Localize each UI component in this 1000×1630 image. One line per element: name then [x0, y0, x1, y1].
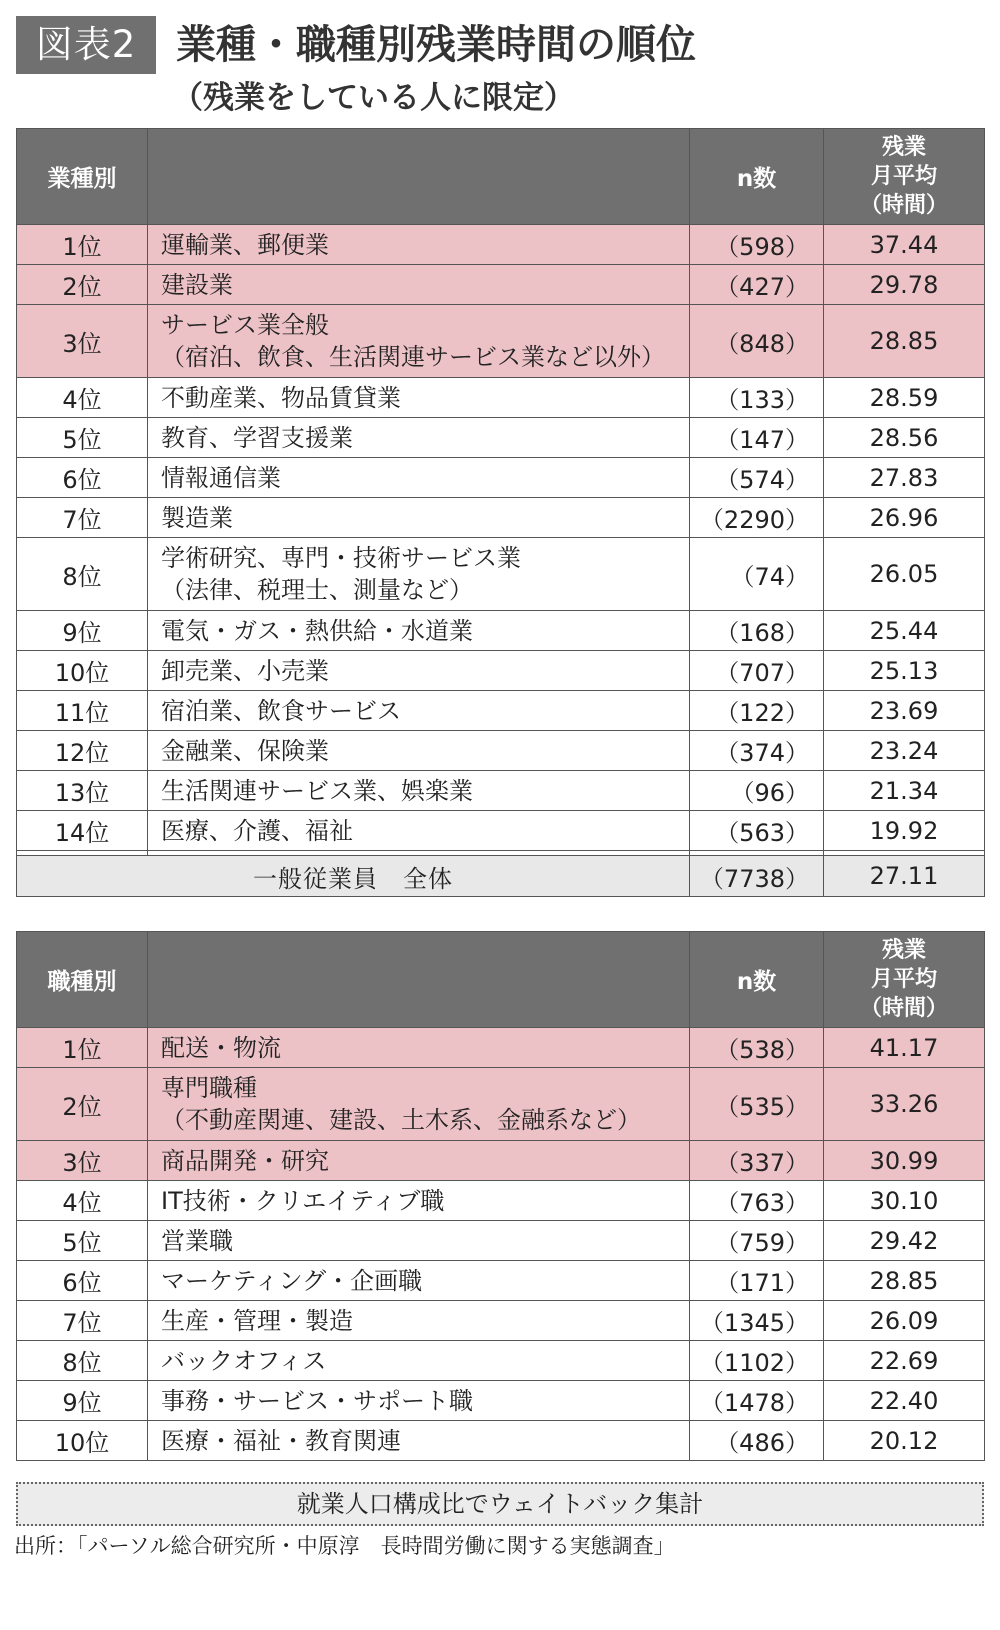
name-cell	[148, 691, 690, 731]
overtime-value-cell: 27.83	[824, 458, 985, 498]
name-subtext: （宿泊、飲食、生活関連サービス業など以外）	[161, 343, 665, 371]
name-text: サービス業全般	[161, 311, 329, 339]
rate-header-line3: （時間）	[859, 996, 948, 1021]
overtime-value-cell: 28.85	[824, 1261, 985, 1301]
overtime-value-cell: 26.05	[824, 538, 985, 611]
weighting-note: 就業人口構成比でウェイトバック集計	[16, 1482, 984, 1526]
figure-subtitle: （残業をしている人に限定）	[172, 80, 575, 116]
overtime-value-cell: 22.40	[824, 1381, 985, 1421]
n-cell: （1102）	[690, 1341, 824, 1381]
rank-cell: 2位	[17, 265, 148, 305]
n-cell: （168）	[690, 611, 824, 651]
rank-cell: 8位	[17, 538, 148, 611]
figure-header	[16, 10, 984, 120]
industry-table-header	[17, 129, 985, 225]
rank-cell: 5位	[17, 1221, 148, 1261]
industry-n-header: n数	[690, 129, 824, 225]
table-row	[17, 1141, 985, 1181]
overtime-value-cell: 21.34	[824, 771, 985, 811]
name-text: 事務・サービス・サポート職	[161, 1386, 473, 1415]
n-cell: （2290）	[690, 498, 824, 538]
name-text: マーケティング・企画職	[161, 1266, 423, 1295]
table-row	[17, 418, 985, 458]
name-text: 医療・福祉・教育関連	[161, 1426, 401, 1455]
name-text: 教育、学習支援業	[161, 423, 353, 452]
industry-rate-header	[824, 129, 985, 225]
rate-header-line2: 月平均	[870, 967, 937, 992]
overtime-value-cell: 28.59	[824, 378, 985, 418]
n-cell: （1478）	[690, 1381, 824, 1421]
n-cell: （427）	[690, 265, 824, 305]
n-cell: （763）	[690, 1181, 824, 1221]
industry-ranking-table	[16, 128, 985, 897]
name-text: 金融業、保険業	[161, 736, 329, 765]
rank-cell: 13位	[17, 771, 148, 811]
n-cell: （74）	[690, 538, 824, 611]
table-row	[17, 1221, 985, 1261]
rank-cell: 7位	[17, 1301, 148, 1341]
name-text: 宿泊業、飲食サービス	[161, 696, 401, 725]
name-text: 専門職種	[161, 1074, 257, 1102]
table-row	[17, 225, 985, 265]
rank-cell: 10位	[17, 651, 148, 691]
occupation-table-header	[17, 932, 985, 1028]
rank-cell: 6位	[17, 1261, 148, 1301]
total-label: 一般従業員 全体	[17, 856, 690, 897]
name-text: バックオフィス	[161, 1346, 327, 1375]
name-text: 商品開発・研究	[161, 1146, 329, 1175]
name-cell	[148, 771, 690, 811]
rate-header-line2: 月平均	[870, 164, 937, 189]
overtime-value-cell: 30.99	[824, 1141, 985, 1181]
table-row	[17, 498, 985, 538]
name-text: 電気・ガス・熱供給・水道業	[161, 616, 473, 645]
name-text: 製造業	[161, 503, 233, 532]
name-text: 建設業	[161, 270, 233, 299]
name-cell	[148, 225, 690, 265]
name-cell	[148, 811, 690, 851]
name-cell	[148, 265, 690, 305]
table-row	[17, 1421, 985, 1461]
name-cell	[148, 538, 690, 611]
overtime-value-cell: 26.96	[824, 498, 985, 538]
overtime-value-cell: 41.17	[824, 1028, 985, 1068]
name-cell	[148, 1141, 690, 1181]
table-row	[17, 691, 985, 731]
name-subtext: （法律、税理士、測量など）	[161, 576, 473, 604]
name-cell	[148, 1028, 690, 1068]
figure-badge: 図表2	[16, 16, 156, 74]
name-cell	[148, 1068, 690, 1141]
name-text: IT技術・クリエイティブ職	[161, 1186, 445, 1215]
name-text: 学術研究、専門・技術サービス業	[161, 544, 521, 572]
total-row	[17, 856, 985, 897]
n-cell: （133）	[690, 378, 824, 418]
name-text: 不動産業、物品賃貸業	[161, 383, 401, 412]
overtime-value-cell: 37.44	[824, 225, 985, 265]
overtime-value-cell: 25.44	[824, 611, 985, 651]
rank-cell: 9位	[17, 1381, 148, 1421]
name-text: 運輸業、郵便業	[161, 230, 329, 259]
industry-table-body	[17, 225, 985, 897]
n-cell: （171）	[690, 1261, 824, 1301]
name-cell	[148, 1381, 690, 1421]
occupation-category-header: 職種別	[17, 932, 148, 1028]
table-row	[17, 305, 985, 378]
rank-cell: 2位	[17, 1068, 148, 1141]
n-cell: （563）	[690, 811, 824, 851]
name-text: 生活関連サービス業、娯楽業	[161, 776, 473, 805]
name-cell	[148, 1181, 690, 1221]
overtime-value-cell: 30.10	[824, 1181, 985, 1221]
table-row	[17, 811, 985, 851]
table-row	[17, 771, 985, 811]
table-row	[17, 458, 985, 498]
n-cell: （337）	[690, 1141, 824, 1181]
name-cell	[148, 1221, 690, 1261]
name-cell	[148, 731, 690, 771]
n-cell: （96）	[690, 771, 824, 811]
name-cell	[148, 1421, 690, 1461]
table-row	[17, 1261, 985, 1301]
table-row	[17, 1341, 985, 1381]
total-n-cell: （7738）	[690, 856, 824, 897]
table-row	[17, 1028, 985, 1068]
name-cell	[148, 1261, 690, 1301]
overtime-value-cell: 19.92	[824, 811, 985, 851]
name-cell	[148, 1301, 690, 1341]
table-row	[17, 538, 985, 611]
n-cell: （122）	[690, 691, 824, 731]
occupation-table-body	[17, 1028, 985, 1461]
rate-header-line3: （時間）	[859, 193, 948, 218]
rank-cell: 6位	[17, 458, 148, 498]
name-text: 配送・物流	[161, 1033, 281, 1062]
overtime-value-cell: 20.12	[824, 1421, 985, 1461]
occupation-name-header	[148, 932, 690, 1028]
table-row	[17, 731, 985, 771]
total-value-cell: 27.11	[824, 856, 985, 897]
rank-cell: 11位	[17, 691, 148, 731]
n-cell: （848）	[690, 305, 824, 378]
rank-cell: 3位	[17, 305, 148, 378]
source-citation: 出所：「パーソル総合研究所・中原淳 長時間労働に関する実態調査」	[14, 1534, 675, 1558]
overtime-value-cell: 22.69	[824, 1341, 985, 1381]
table-row	[17, 265, 985, 305]
n-cell: （535）	[690, 1068, 824, 1141]
overtime-value-cell: 29.42	[824, 1221, 985, 1261]
rank-cell: 1位	[17, 1028, 148, 1068]
name-cell	[148, 378, 690, 418]
industry-category-header: 業種別	[17, 129, 148, 225]
name-text: 生産・管理・製造	[161, 1306, 353, 1335]
name-cell	[148, 1341, 690, 1381]
overtime-value-cell: 23.24	[824, 731, 985, 771]
occupation-ranking-table	[16, 931, 985, 1461]
rank-cell: 8位	[17, 1341, 148, 1381]
rank-cell: 10位	[17, 1421, 148, 1461]
overtime-value-cell: 23.69	[824, 691, 985, 731]
name-text: 卸売業、小売業	[161, 656, 329, 685]
name-text: 医療、介護、福祉	[161, 816, 353, 845]
n-cell: （147）	[690, 418, 824, 458]
occupation-rate-header	[824, 932, 985, 1028]
table-row	[17, 1181, 985, 1221]
n-cell: （759）	[690, 1221, 824, 1261]
rank-cell: 5位	[17, 418, 148, 458]
overtime-value-cell: 28.56	[824, 418, 985, 458]
n-cell: （574）	[690, 458, 824, 498]
figure-title: 業種・職種別残業時間の順位	[176, 22, 696, 68]
rank-cell: 1位	[17, 225, 148, 265]
overtime-value-cell: 33.26	[824, 1068, 985, 1141]
n-cell: （538）	[690, 1028, 824, 1068]
table-row	[17, 378, 985, 418]
rank-cell: 14位	[17, 811, 148, 851]
rank-cell: 3位	[17, 1141, 148, 1181]
rate-header-line1: 残業	[881, 938, 926, 963]
rank-cell: 9位	[17, 611, 148, 651]
rate-header-line1: 残業	[881, 135, 926, 160]
name-cell	[148, 458, 690, 498]
name-cell	[148, 611, 690, 651]
overtime-value-cell: 29.78	[824, 265, 985, 305]
rank-cell: 4位	[17, 378, 148, 418]
name-subtext: （不動産関連、建設、土木系、金融系など）	[161, 1106, 641, 1134]
name-text: 情報通信業	[161, 463, 281, 492]
table-row	[17, 1381, 985, 1421]
name-cell	[148, 651, 690, 691]
occupation-n-header: n数	[690, 932, 824, 1028]
rank-cell: 12位	[17, 731, 148, 771]
rank-cell: 7位	[17, 498, 148, 538]
overtime-value-cell: 26.09	[824, 1301, 985, 1341]
name-cell	[148, 305, 690, 378]
n-cell: （374）	[690, 731, 824, 771]
table-row	[17, 1068, 985, 1141]
rank-cell: 4位	[17, 1181, 148, 1221]
name-cell	[148, 498, 690, 538]
table-row	[17, 1301, 985, 1341]
n-cell: （598）	[690, 225, 824, 265]
n-cell: （707）	[690, 651, 824, 691]
table-row	[17, 611, 985, 651]
overtime-value-cell: 25.13	[824, 651, 985, 691]
n-cell: （1345）	[690, 1301, 824, 1341]
table-row	[17, 651, 985, 691]
name-cell	[148, 418, 690, 458]
n-cell: （486）	[690, 1421, 824, 1461]
industry-name-header	[148, 129, 690, 225]
name-text: 営業職	[161, 1226, 233, 1255]
overtime-value-cell: 28.85	[824, 305, 985, 378]
